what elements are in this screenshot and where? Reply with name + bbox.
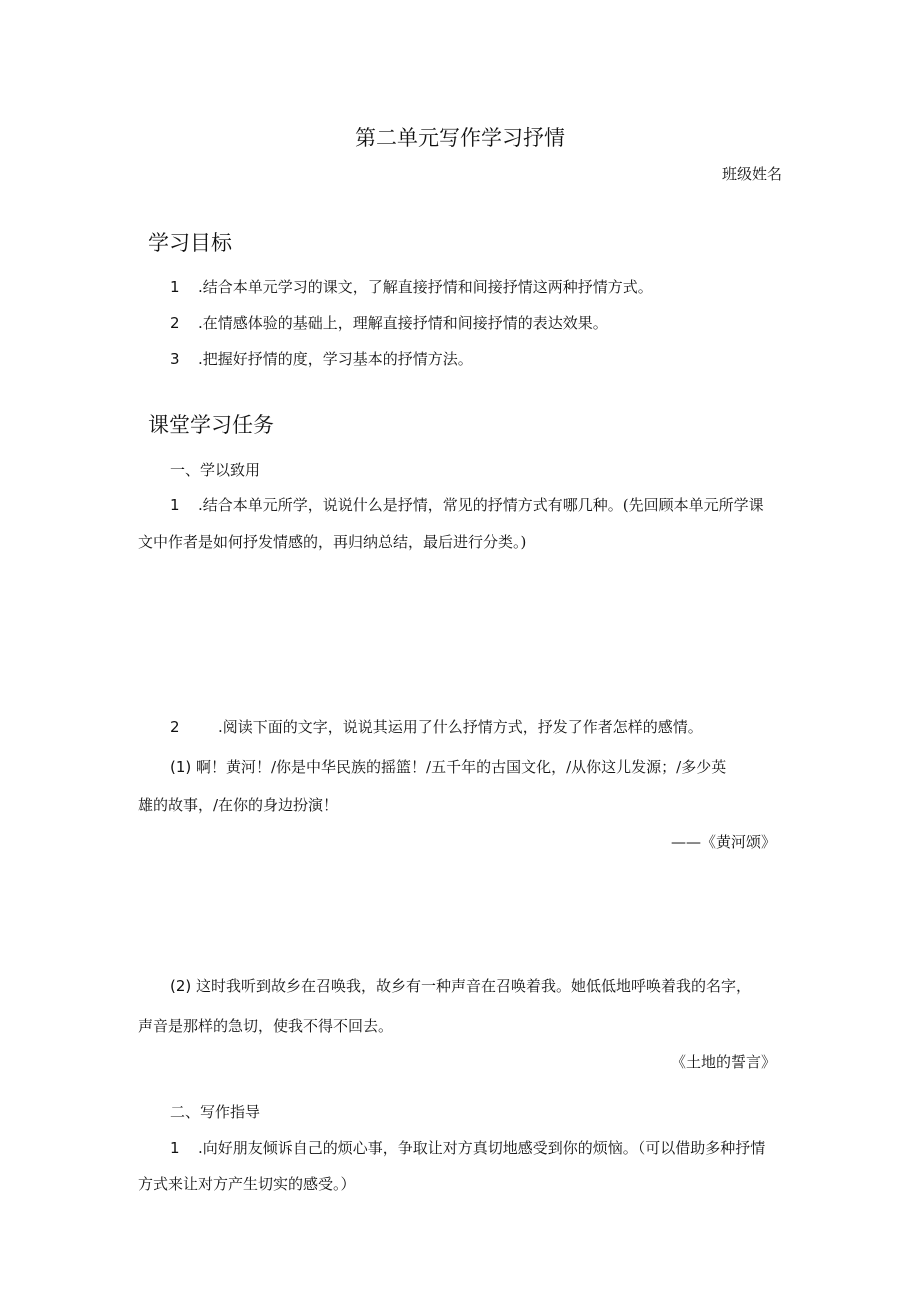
task1-question-2 <box>170 716 703 737</box>
goal-item-1 <box>170 276 653 297</box>
excerpt-number: (1) <box>170 758 192 776</box>
excerpt-1-source: ——《黄河颂》 <box>670 833 776 851</box>
task1-question-1-line2: 文中作者是如何抒发情感的，再归纳总结，最后进行分类。) <box>138 533 527 551</box>
section-heading-goals: 学习目标 <box>148 231 232 255</box>
task2-question-1-line2: 方式来让对方产生切实的感受。） <box>138 1175 356 1193</box>
excerpt-2-line1 <box>170 975 751 996</box>
goal-item-number: 1 <box>170 278 180 296</box>
part1-label: 一、学以致用 <box>170 461 261 479</box>
goal-item-3 <box>170 348 473 369</box>
question-text: .阅读下面的文字，说说其运用了什么抒情方式，抒发了作者怎样的感情。 <box>218 718 703 736</box>
class-name-field-label: 班级姓名 <box>721 165 782 183</box>
excerpt-2-line2: 声音是那样的急切，使我不得不回去。 <box>138 1017 394 1035</box>
excerpt-2-source: 《土地的誓言》 <box>670 1053 776 1071</box>
goal-item-2 <box>170 312 608 333</box>
question-text: .向好朋友倾诉自己的烦心事，争取让对方真切地感受到你的烦恼。（可以借助多种抒情 <box>198 1139 766 1157</box>
goal-item-number: 2 <box>170 314 180 332</box>
excerpt-text: 这时我听到故乡在召唤我，故乡有一种声音在召唤着我。她低低地呼唤着我的名字， <box>196 977 752 995</box>
excerpt-1-line2: 雄的故事，/在你的身边扮演！ <box>138 796 339 814</box>
goal-item-text: .结合本单元学习的课文，了解直接抒情和间接抒情这两种抒情方式。 <box>198 278 653 296</box>
excerpt-text: 啊！黄河！/你是中华民族的摇篮！/五千年的古国文化，/从你这儿发源；/多少英 <box>196 758 727 776</box>
page-title: 第二单元写作学习抒情 <box>355 126 565 150</box>
question-text: .结合本单元所学，说说什么是抒情，常见的抒情方式有哪几种。(先回顾本单元所学课 <box>198 496 764 514</box>
question-number: 1 <box>170 496 180 514</box>
question-number: 2 <box>170 718 180 736</box>
task1-question-1-line1 <box>170 494 764 515</box>
task2-question-1-line1 <box>170 1137 765 1158</box>
goal-item-text: .把握好抒情的度，学习基本的抒情方法。 <box>198 350 473 368</box>
goal-item-number: 3 <box>170 350 180 368</box>
excerpt-1-line1 <box>170 756 726 777</box>
question-number: 1 <box>170 1139 180 1157</box>
part2-label: 二、写作指导 <box>170 1103 261 1121</box>
section-heading-tasks: 课堂学习任务 <box>148 413 274 437</box>
goal-item-text: .在情感体验的基础上，理解直接抒情和间接抒情的表达效果。 <box>198 314 608 332</box>
excerpt-number: (2) <box>170 977 192 995</box>
